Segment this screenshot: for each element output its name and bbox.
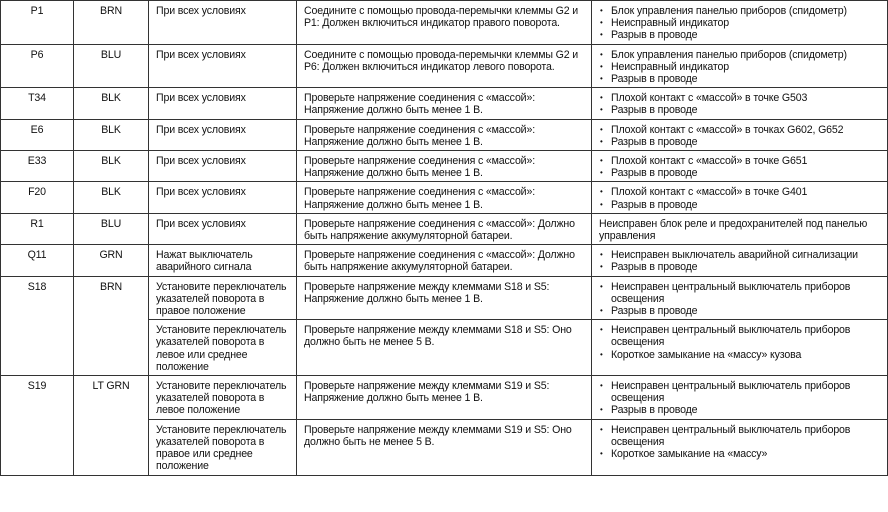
- terminal-cell: P1: [1, 1, 74, 45]
- cause-item: • Неисправен выключатель аварийной сигнализации: [599, 249, 881, 261]
- cause-cell: [592, 182, 888, 213]
- wire-color-cell: BLK: [74, 151, 149, 182]
- condition-cell: При всех условиях: [149, 119, 297, 150]
- terminal-cell: E33: [1, 151, 74, 182]
- wire-color-cell: BRN: [74, 1, 149, 45]
- test-cell: Соедините с помощью провода-перемычки клеммы G2 и P1: Должен включиться индикатор правого поворота.: [297, 1, 592, 45]
- test-cell: Проверьте напряжение соединения с «массой»: Напряжение должно быть менее 1 В.: [297, 119, 592, 150]
- cause-cell: [592, 419, 888, 475]
- cause-item: • Неисправен центральный выключатель приборов освещения: [599, 424, 881, 448]
- cause-item: • Короткое замыкание на «массу» кузова: [599, 349, 881, 361]
- cause-cell: [592, 119, 888, 150]
- test-cell: Проверьте напряжение между клеммами S19 и S5: Оно должно быть не менее 5 В.: [297, 419, 592, 475]
- cause-item: • Неисправный индикатор: [599, 61, 881, 73]
- table-row: [1, 1, 888, 45]
- cause-item: • Разрыв в проводе: [599, 305, 881, 317]
- cause-list: [599, 281, 881, 318]
- test-cell: Проверьте напряжение соединения с «массой»: Напряжение должно быть менее 1 В.: [297, 151, 592, 182]
- cause-list: [599, 424, 881, 461]
- condition-cell: При всех условиях: [149, 151, 297, 182]
- condition-cell: Нажат выключатель аварийного сигнала: [149, 245, 297, 276]
- cause-item: • Разрыв в проводе: [599, 167, 881, 179]
- cause-cell: [592, 376, 888, 420]
- condition-cell: Установите переключатель указателей поворота в левое положение: [149, 376, 297, 420]
- table-row: [1, 119, 888, 150]
- cause-item: • Разрыв в проводе: [599, 261, 881, 273]
- table-row: [1, 44, 888, 88]
- cause-item: • Разрыв в проводе: [599, 29, 881, 41]
- cause-item: • Плохой контакт с «массой» в точке G503: [599, 92, 881, 104]
- terminal-cell: P6: [1, 44, 74, 88]
- cause-list: [599, 124, 881, 148]
- condition-cell: При всех условиях: [149, 182, 297, 213]
- test-cell: Проверьте напряжение соединения с «массой»: Напряжение должно быть менее 1 В.: [297, 88, 592, 119]
- wire-color-cell: BLU: [74, 44, 149, 88]
- cause-cell: [592, 151, 888, 182]
- terminal-cell: E6: [1, 119, 74, 150]
- test-cell: Проверьте напряжение соединения с «массой»: Напряжение должно быть менее 1 В.: [297, 182, 592, 213]
- table-row: [1, 245, 888, 276]
- wire-color-cell: BLK: [74, 119, 149, 150]
- cause-list: [599, 380, 881, 417]
- cause-cell: [592, 44, 888, 88]
- cause-item: • Короткое замыкание на «массу»: [599, 448, 881, 460]
- cause-item: • Неисправный индикатор: [599, 17, 881, 29]
- table-row: [1, 182, 888, 213]
- cause-cell: [592, 88, 888, 119]
- cause-cell: [592, 276, 888, 320]
- table-row: [1, 88, 888, 119]
- wire-color-cell: GRN: [74, 245, 149, 276]
- cause-item: • Блок управления панелью приборов (спидометр): [599, 5, 881, 17]
- table-row: [1, 276, 888, 320]
- condition-cell: Установите переключатель указателей поворота в правое положение: [149, 276, 297, 320]
- condition-cell: При всех условиях: [149, 213, 297, 244]
- table-row: [1, 213, 888, 244]
- cause-list: [599, 5, 881, 42]
- wire-color-cell: BRN: [74, 276, 149, 375]
- test-cell: Соедините с помощью провода-перемычки клеммы G2 и P6: Должен включиться индикатор левого поворота.: [297, 44, 592, 88]
- cause-list: [599, 186, 881, 210]
- cause-list: [599, 324, 881, 361]
- condition-cell: Установите переключатель указателей поворота в левое или среднее положение: [149, 320, 297, 376]
- cause-cell: [592, 245, 888, 276]
- cause-cell: [592, 1, 888, 45]
- cause-item: • Разрыв в проводе: [599, 199, 881, 211]
- terminal-cell: S18: [1, 276, 74, 375]
- cause-item: • Плохой контакт с «массой» в точке G651: [599, 155, 881, 167]
- cause-item: • Разрыв в проводе: [599, 404, 881, 416]
- condition-cell: При всех условиях: [149, 88, 297, 119]
- condition-cell: Установите переключатель указателей поворота в правое или среднее положение: [149, 419, 297, 475]
- wire-color-cell: BLK: [74, 88, 149, 119]
- wire-color-cell: LT GRN: [74, 376, 149, 475]
- wire-color-cell: BLK: [74, 182, 149, 213]
- cause-item: • Плохой контакт с «массой» в точках G602, G652: [599, 124, 881, 136]
- test-cell: Проверьте напряжение между клеммами S18 и S5: Оно должно быть не менее 5 В.: [297, 320, 592, 376]
- cause-list: [599, 92, 881, 116]
- terminal-cell: S19: [1, 376, 74, 475]
- cause-cell: Неисправен блок реле и предохранителей под панелью управления: [592, 213, 888, 244]
- test-cell: Проверьте напряжение между клеммами S19 и S5: Напряжение должно быть менее 1 В.: [297, 376, 592, 420]
- cause-item: • Блок управления панелью приборов (спидометр): [599, 49, 881, 61]
- cause-list: [599, 249, 881, 273]
- condition-cell: При всех условиях: [149, 44, 297, 88]
- condition-cell: При всех условиях: [149, 1, 297, 45]
- cause-item: • Разрыв в проводе: [599, 136, 881, 148]
- table-row: [1, 151, 888, 182]
- test-cell: Проверьте напряжение между клеммами S18 и S5: Напряжение должно быть менее 1 В.: [297, 276, 592, 320]
- test-cell: Проверьте напряжение соединения с «массой»: Должно быть напряжение аккумуляторной батареи.: [297, 213, 592, 244]
- cause-item: • Разрыв в проводе: [599, 104, 881, 116]
- cause-item: • Неисправен центральный выключатель приборов освещения: [599, 380, 881, 404]
- terminal-cell: F20: [1, 182, 74, 213]
- terminal-cell: R1: [1, 213, 74, 244]
- table-row: [1, 376, 888, 420]
- cause-list: [599, 49, 881, 86]
- cause-item: • Плохой контакт с «массой» в точке G401: [599, 186, 881, 198]
- cause-item: • Разрыв в проводе: [599, 73, 881, 85]
- terminal-cell: Q11: [1, 245, 74, 276]
- cause-cell: [592, 320, 888, 376]
- terminal-cell: T34: [1, 88, 74, 119]
- cause-item: • Неисправен центральный выключатель приборов освещения: [599, 281, 881, 305]
- test-cell: Проверьте напряжение соединения с «массой»: Должно быть напряжение аккумуляторной батареи.: [297, 245, 592, 276]
- wire-color-cell: BLU: [74, 213, 149, 244]
- cause-item: • Неисправен центральный выключатель приборов освещения: [599, 324, 881, 348]
- cause-list: [599, 155, 881, 179]
